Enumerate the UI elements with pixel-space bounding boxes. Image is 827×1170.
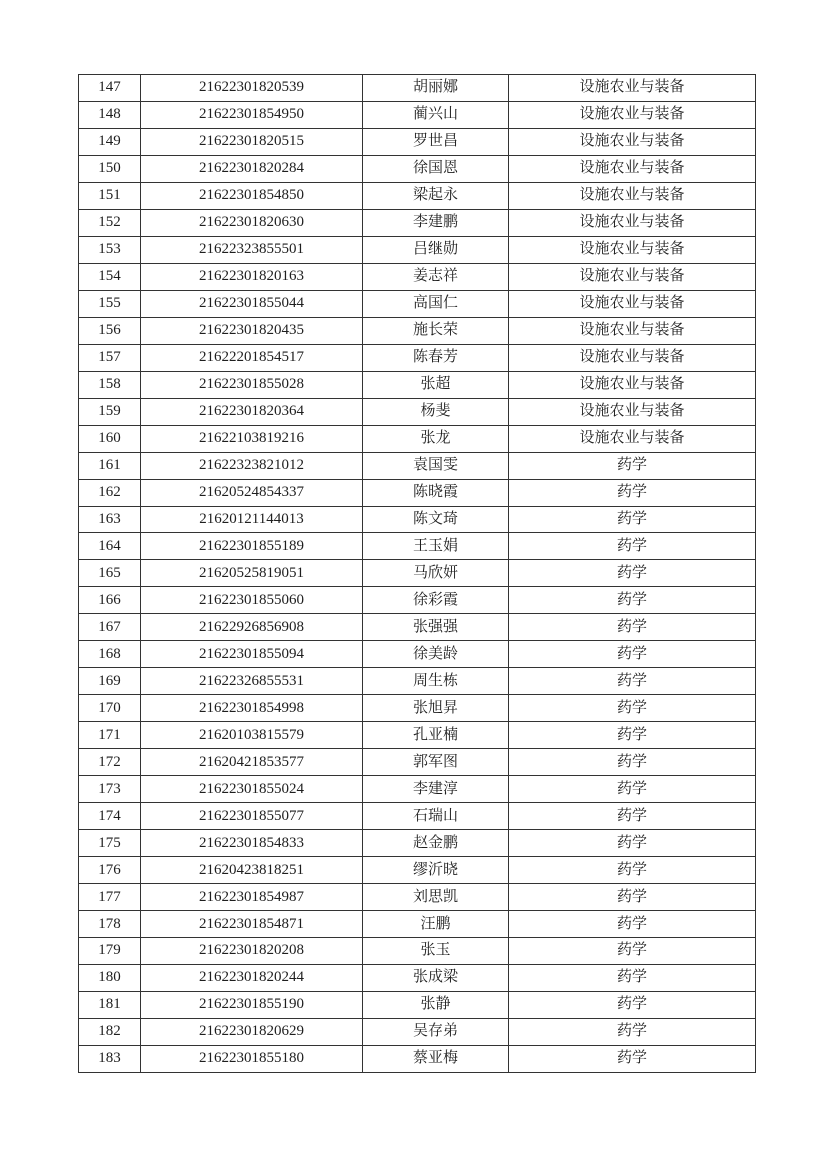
cell-index: 178 <box>79 911 141 938</box>
cell-student-id: 21622301820629 <box>141 1018 363 1045</box>
cell-student-id: 21622301855060 <box>141 587 363 614</box>
cell-index: 173 <box>79 776 141 803</box>
cell-index: 163 <box>79 506 141 533</box>
table-row <box>79 506 756 533</box>
table-row <box>79 533 756 560</box>
cell-name: 马欣妍 <box>363 560 509 587</box>
table-row <box>79 398 756 425</box>
cell-index: 183 <box>79 1045 141 1072</box>
cell-major: 药学 <box>509 938 756 965</box>
cell-name: 王玉娟 <box>363 533 509 560</box>
cell-name: 石瑞山 <box>363 803 509 830</box>
cell-name: 缪沂晓 <box>363 857 509 884</box>
cell-major: 药学 <box>509 749 756 776</box>
table-row <box>79 911 756 938</box>
cell-name: 吴存弟 <box>363 1018 509 1045</box>
cell-student-id: 21620423818251 <box>141 857 363 884</box>
table-row <box>79 290 756 317</box>
cell-name: 汪鹏 <box>363 911 509 938</box>
cell-index: 182 <box>79 1018 141 1045</box>
cell-major: 药学 <box>509 776 756 803</box>
cell-index: 157 <box>79 344 141 371</box>
cell-major: 药学 <box>509 668 756 695</box>
cell-student-id: 21622301854871 <box>141 911 363 938</box>
cell-major: 药学 <box>509 506 756 533</box>
cell-index: 180 <box>79 964 141 991</box>
cell-name: 赵金鹏 <box>363 830 509 857</box>
table-row <box>79 452 756 479</box>
cell-student-id: 21622301855077 <box>141 803 363 830</box>
table-row <box>79 991 756 1018</box>
cell-major: 设施农业与装备 <box>509 425 756 452</box>
table-row <box>79 749 756 776</box>
cell-student-id: 21622301855044 <box>141 290 363 317</box>
table-row <box>79 101 756 128</box>
cell-index: 152 <box>79 209 141 236</box>
cell-student-id: 21620525819051 <box>141 560 363 587</box>
cell-student-id: 21622301820539 <box>141 75 363 102</box>
cell-index: 170 <box>79 695 141 722</box>
cell-index: 147 <box>79 75 141 102</box>
cell-student-id: 21622301854950 <box>141 101 363 128</box>
cell-name: 陈晓霞 <box>363 479 509 506</box>
cell-name: 杨斐 <box>363 398 509 425</box>
table-row <box>79 371 756 398</box>
cell-major: 药学 <box>509 614 756 641</box>
table-row <box>79 857 756 884</box>
cell-name: 徐彩霞 <box>363 587 509 614</box>
cell-name: 张超 <box>363 371 509 398</box>
cell-name: 孔亚楠 <box>363 722 509 749</box>
table-row <box>79 1045 756 1072</box>
cell-major: 药学 <box>509 1018 756 1045</box>
cell-name: 张旭昇 <box>363 695 509 722</box>
cell-major: 药学 <box>509 1045 756 1072</box>
cell-student-id: 21622301855094 <box>141 641 363 668</box>
table-row <box>79 182 756 209</box>
cell-major: 设施农业与装备 <box>509 155 756 182</box>
cell-major: 设施农业与装备 <box>509 101 756 128</box>
cell-major: 设施农业与装备 <box>509 263 756 290</box>
cell-student-id: 21622301820364 <box>141 398 363 425</box>
cell-name: 刘思凯 <box>363 884 509 911</box>
cell-major: 药学 <box>509 857 756 884</box>
table-row <box>79 884 756 911</box>
table-row <box>79 128 756 155</box>
roster-table-body <box>79 75 756 1073</box>
table-row <box>79 155 756 182</box>
table-row <box>79 425 756 452</box>
cell-major: 设施农业与装备 <box>509 398 756 425</box>
cell-major: 药学 <box>509 722 756 749</box>
cell-name: 陈文琦 <box>363 506 509 533</box>
cell-student-id: 21622301855024 <box>141 776 363 803</box>
table-row <box>79 317 756 344</box>
cell-index: 158 <box>79 371 141 398</box>
cell-student-id: 21622323821012 <box>141 452 363 479</box>
cell-student-id: 21622301820630 <box>141 209 363 236</box>
cell-major: 药学 <box>509 452 756 479</box>
cell-index: 149 <box>79 128 141 155</box>
cell-student-id: 21622301854833 <box>141 830 363 857</box>
cell-student-id: 21622326855531 <box>141 668 363 695</box>
cell-student-id: 21620103815579 <box>141 722 363 749</box>
cell-index: 167 <box>79 614 141 641</box>
table-row <box>79 263 756 290</box>
table-row <box>79 479 756 506</box>
cell-major: 药学 <box>509 991 756 1018</box>
cell-name: 蔡亚梅 <box>363 1045 509 1072</box>
cell-index: 154 <box>79 263 141 290</box>
cell-index: 169 <box>79 668 141 695</box>
cell-student-id: 21622301820244 <box>141 964 363 991</box>
cell-major: 设施农业与装备 <box>509 344 756 371</box>
cell-student-id: 21622301820435 <box>141 317 363 344</box>
cell-name: 罗世昌 <box>363 128 509 155</box>
cell-index: 172 <box>79 749 141 776</box>
cell-name: 胡丽娜 <box>363 75 509 102</box>
cell-index: 161 <box>79 452 141 479</box>
cell-name: 梁起永 <box>363 182 509 209</box>
cell-student-id: 21620524854337 <box>141 479 363 506</box>
cell-name: 张强强 <box>363 614 509 641</box>
cell-major: 设施农业与装备 <box>509 290 756 317</box>
table-row <box>79 776 756 803</box>
cell-student-id: 21620121144013 <box>141 506 363 533</box>
cell-index: 171 <box>79 722 141 749</box>
table-row <box>79 695 756 722</box>
table-row <box>79 209 756 236</box>
cell-name: 姜志祥 <box>363 263 509 290</box>
table-row <box>79 587 756 614</box>
table-row <box>79 668 756 695</box>
cell-index: 175 <box>79 830 141 857</box>
cell-major: 药学 <box>509 533 756 560</box>
cell-student-id: 21622301820208 <box>141 938 363 965</box>
cell-major: 药学 <box>509 830 756 857</box>
cell-student-id: 21622301854850 <box>141 182 363 209</box>
cell-student-id: 21622926856908 <box>141 614 363 641</box>
cell-index: 165 <box>79 560 141 587</box>
table-row <box>79 803 756 830</box>
table-row <box>79 964 756 991</box>
cell-major: 药学 <box>509 803 756 830</box>
cell-student-id: 21622201854517 <box>141 344 363 371</box>
cell-index: 176 <box>79 857 141 884</box>
table-row <box>79 344 756 371</box>
cell-major: 药学 <box>509 587 756 614</box>
cell-student-id: 21620421853577 <box>141 749 363 776</box>
cell-index: 166 <box>79 587 141 614</box>
cell-name: 郭军图 <box>363 749 509 776</box>
cell-major: 设施农业与装备 <box>509 236 756 263</box>
table-row <box>79 830 756 857</box>
cell-index: 153 <box>79 236 141 263</box>
cell-student-id: 21622301854998 <box>141 695 363 722</box>
cell-name: 徐国恩 <box>363 155 509 182</box>
cell-student-id: 21622323855501 <box>141 236 363 263</box>
table-row <box>79 641 756 668</box>
table-row <box>79 614 756 641</box>
cell-name: 施长荣 <box>363 317 509 344</box>
cell-index: 150 <box>79 155 141 182</box>
table-row <box>79 1018 756 1045</box>
table-row <box>79 722 756 749</box>
cell-index: 148 <box>79 101 141 128</box>
cell-index: 160 <box>79 425 141 452</box>
cell-name: 袁国雯 <box>363 452 509 479</box>
cell-index: 179 <box>79 938 141 965</box>
cell-student-id: 21622103819216 <box>141 425 363 452</box>
cell-major: 药学 <box>509 911 756 938</box>
cell-student-id: 21622301820163 <box>141 263 363 290</box>
cell-index: 162 <box>79 479 141 506</box>
cell-major: 药学 <box>509 884 756 911</box>
student-roster-table <box>78 74 756 1073</box>
table-row <box>79 75 756 102</box>
cell-student-id: 21622301854987 <box>141 884 363 911</box>
cell-student-id: 21622301855028 <box>141 371 363 398</box>
cell-name: 吕继勋 <box>363 236 509 263</box>
cell-name: 周生栋 <box>363 668 509 695</box>
cell-name: 张龙 <box>363 425 509 452</box>
table-row <box>79 236 756 263</box>
cell-major: 药学 <box>509 641 756 668</box>
cell-index: 164 <box>79 533 141 560</box>
table-row <box>79 938 756 965</box>
cell-index: 151 <box>79 182 141 209</box>
cell-name: 李建淳 <box>363 776 509 803</box>
cell-name: 张玉 <box>363 938 509 965</box>
cell-name: 高国仁 <box>363 290 509 317</box>
cell-name: 陈春芳 <box>363 344 509 371</box>
cell-major: 药学 <box>509 560 756 587</box>
cell-name: 李建鹏 <box>363 209 509 236</box>
cell-major: 药学 <box>509 479 756 506</box>
cell-index: 174 <box>79 803 141 830</box>
cell-index: 155 <box>79 290 141 317</box>
cell-index: 177 <box>79 884 141 911</box>
table-row <box>79 560 756 587</box>
cell-index: 168 <box>79 641 141 668</box>
cell-major: 设施农业与装备 <box>509 128 756 155</box>
cell-major: 药学 <box>509 695 756 722</box>
cell-name: 蔺兴山 <box>363 101 509 128</box>
cell-major: 设施农业与装备 <box>509 209 756 236</box>
cell-student-id: 21622301855190 <box>141 991 363 1018</box>
cell-name: 张静 <box>363 991 509 1018</box>
cell-name: 徐美龄 <box>363 641 509 668</box>
cell-index: 181 <box>79 991 141 1018</box>
cell-major: 设施农业与装备 <box>509 182 756 209</box>
cell-student-id: 21622301820515 <box>141 128 363 155</box>
cell-name: 张成梁 <box>363 964 509 991</box>
cell-major: 设施农业与装备 <box>509 317 756 344</box>
cell-student-id: 21622301855189 <box>141 533 363 560</box>
cell-student-id: 21622301855180 <box>141 1045 363 1072</box>
cell-major: 药学 <box>509 964 756 991</box>
cell-major: 设施农业与装备 <box>509 371 756 398</box>
cell-major: 设施农业与装备 <box>509 75 756 102</box>
cell-index: 159 <box>79 398 141 425</box>
cell-student-id: 21622301820284 <box>141 155 363 182</box>
cell-index: 156 <box>79 317 141 344</box>
